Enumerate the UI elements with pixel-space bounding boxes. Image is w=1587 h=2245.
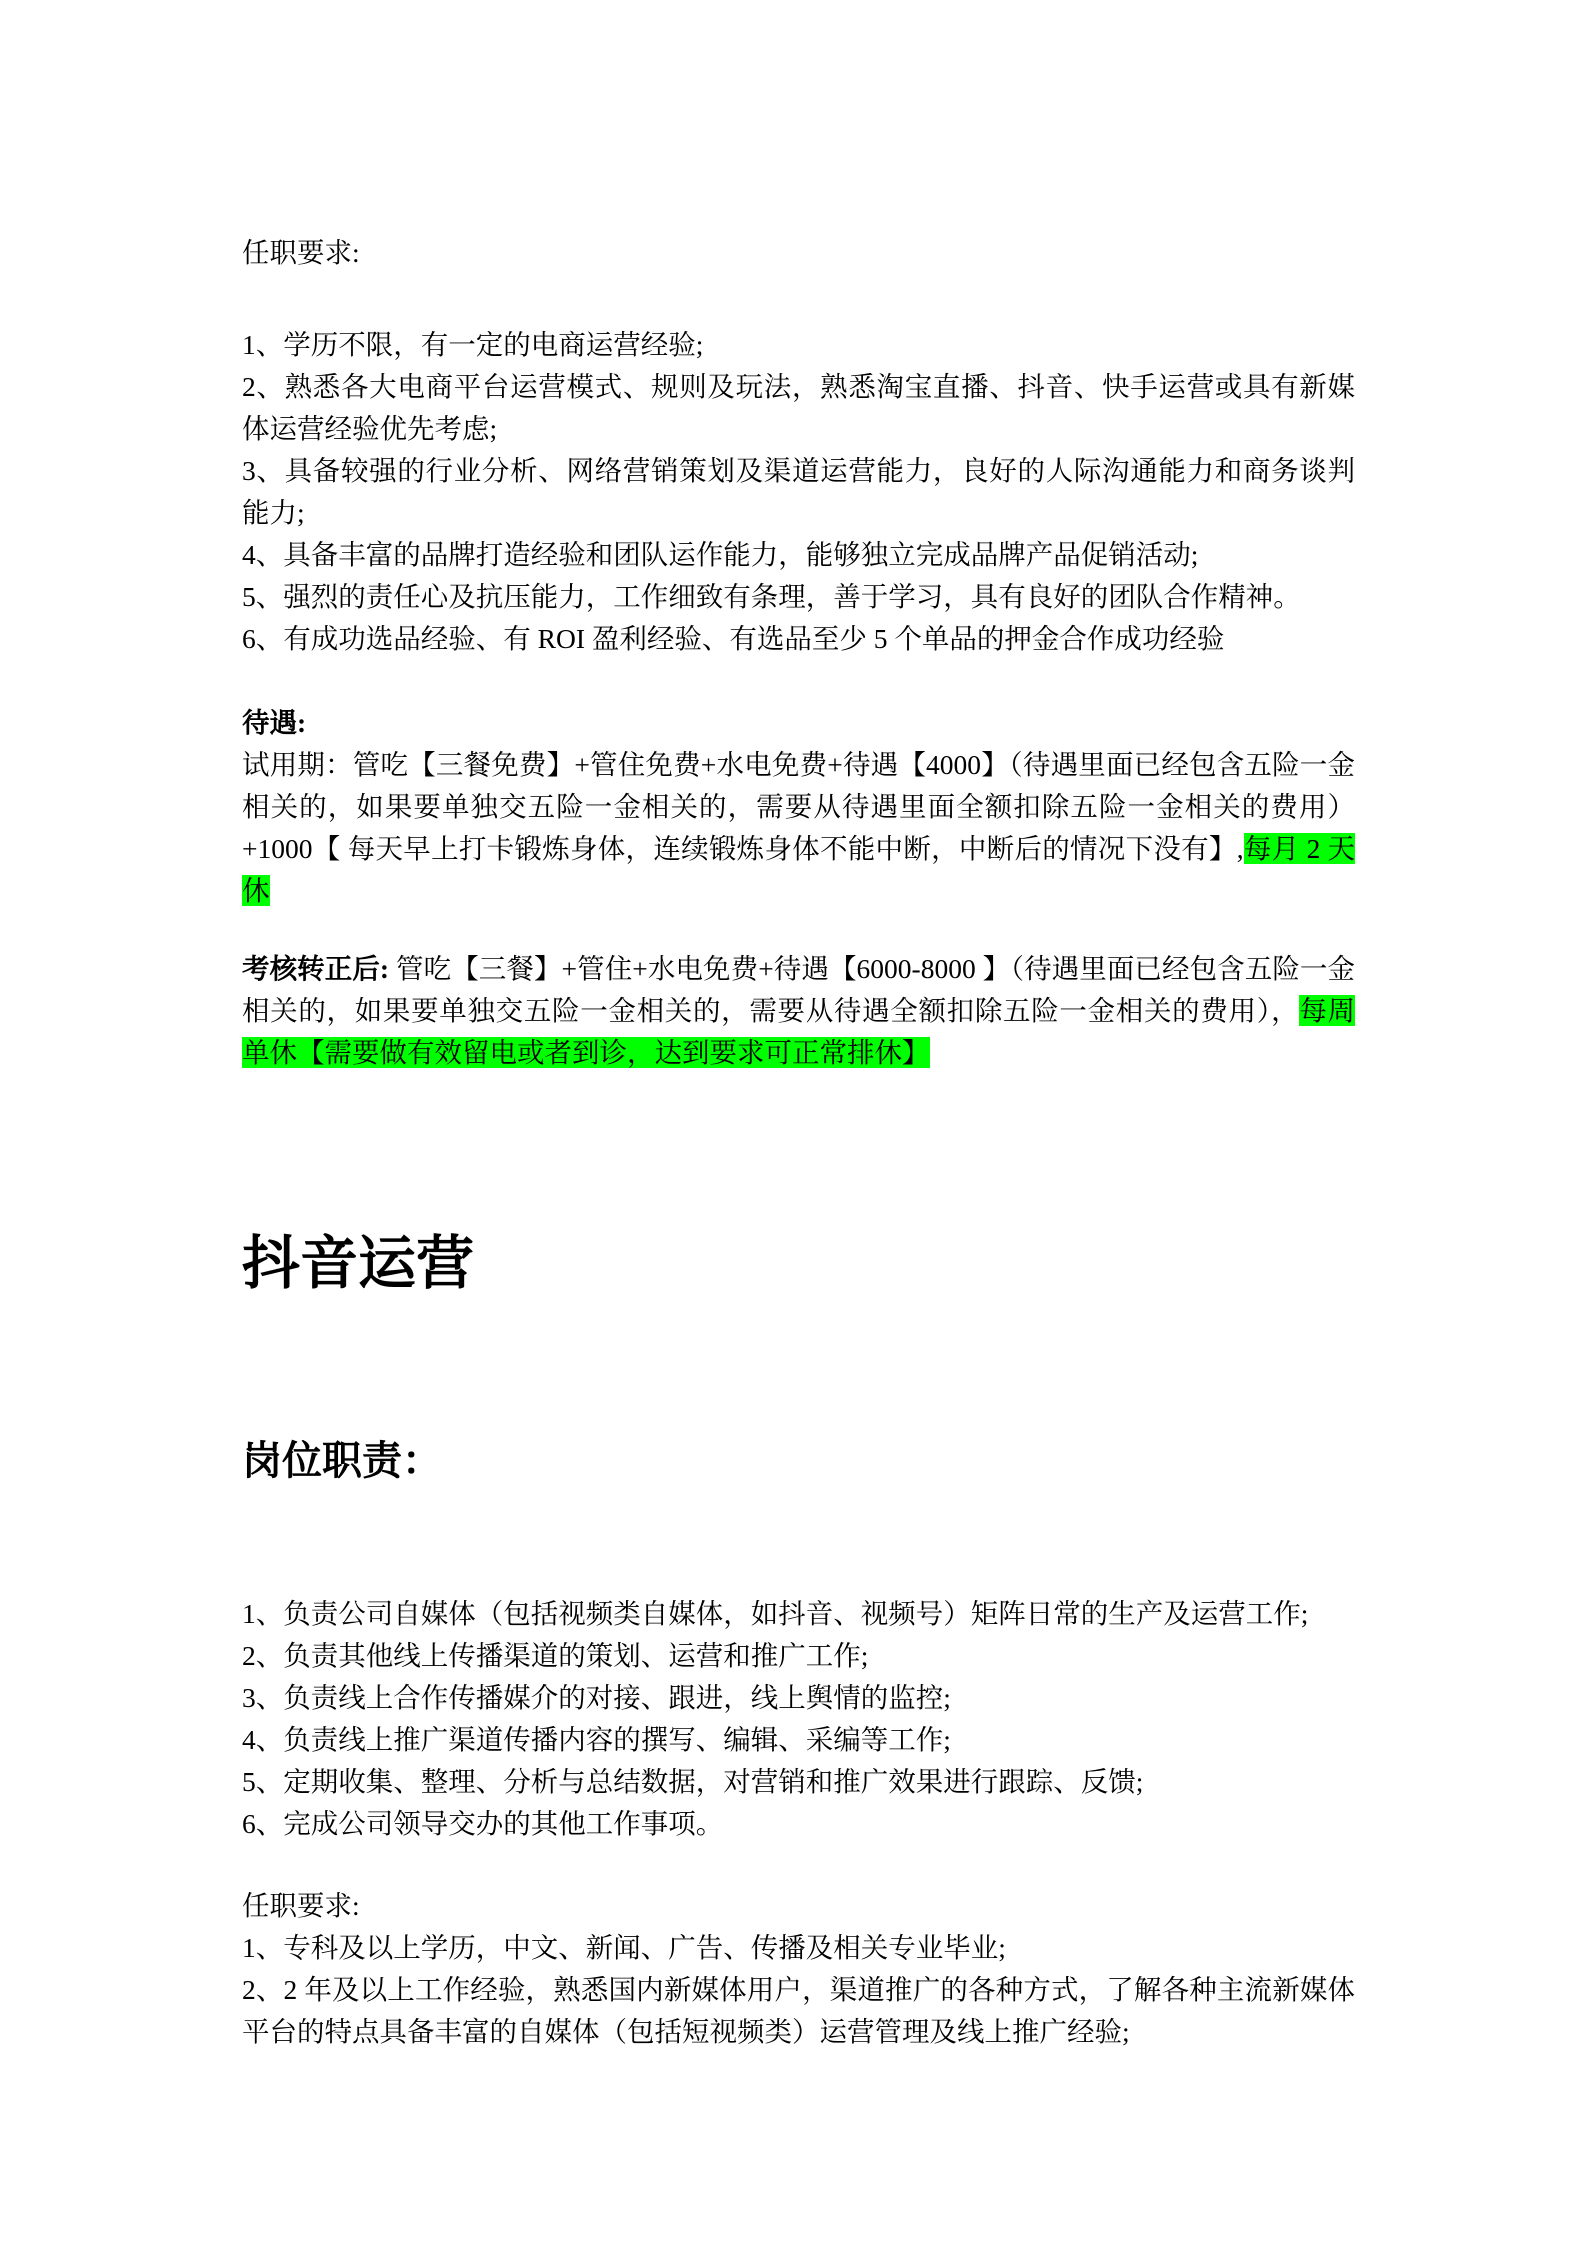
job1-requirement-item: 6、有成功选品经验、有 ROI 盈利经验、有选品至少 5 个单品的押金合作成功经验 (242, 623, 1225, 654)
regular-period-highlight: 每周单休【需要做有效留电或者到诊，达到要求可正常排休】 (242, 995, 1355, 1068)
duty-item: 5、定期收集、整理、分析与总结数据，对营销和推广效果进行跟踪、反馈; (242, 1766, 1144, 1797)
douyin-title: 抖音运营 (242, 1231, 475, 1296)
trial-period-text: 试用期：管吃【三餐免费】+管住免费+水电免费+待遇【4000】（待遇里面已经包含五险一金相关的，如果要单独交五险一金相关的，需要从待遇里面全额扣除五险一金相关的费用）+1000【 每天早上打卡锻炼身体，连续锻炼身体不能中断，中断后的情况下没有】, (242, 749, 1355, 864)
job1-requirement-item: 2、熟悉各大电商平台运营模式、规则及玩法，熟悉淘宝直播、抖音、快手运营或具有新媒体运营经验优先考虑; (242, 371, 1355, 444)
regular-period-text: 管吃【三餐】+管住+水电免费+待遇【6000-8000 】（待遇里面已经包含五险一金相关的，如果要单独交五险一金相关的，需要从待遇全额扣除五险一金相关的费用）， (242, 953, 1355, 1026)
spacer (242, 274, 1355, 324)
compensation-heading: 待遇: (242, 707, 307, 738)
job2-requirement-item: 2、2 年及以上工作经验，熟悉国内新媒体用户，渠道推广的各种方式，了解各种主流新媒体平台的特点具备丰富的自媒体（包括短视频类）运营管理及线上推广经验; (242, 1974, 1355, 2047)
trial-period-highlight: 每月 2 天休 (242, 833, 1355, 906)
regular-period-paragraph (242, 948, 1355, 1074)
compensation-section (242, 702, 1355, 1074)
duties-section (242, 1593, 1355, 1845)
spacer (242, 912, 1355, 948)
job1-requirement-item: 4、具备丰富的品牌打造经验和团队运作能力，能够独立完成品牌产品促销活动; (242, 539, 1199, 570)
duties-heading: 岗位职责： (242, 1438, 442, 1483)
job1-requirements-heading: 任职要求: (242, 237, 360, 268)
duty-item: 2、负责其他线上传播渠道的策划、运营和推广工作; (242, 1640, 869, 1671)
duty-item: 3、负责线上合作传播媒介的对接、跟进，线上舆情的监控; (242, 1682, 951, 1713)
job1-requirements-section (242, 232, 1355, 660)
job1-requirement-item: 5、强烈的责任心及抗压能力，工作细致有条理，善于学习，具有良好的团队合作精神。 (242, 581, 1301, 612)
trial-period-paragraph (242, 744, 1355, 912)
spacer (242, 660, 1355, 702)
job2-requirements-heading: 任职要求: (242, 1890, 360, 1921)
regular-period-label: 考核转正后: (242, 953, 390, 984)
duty-item: 1、负责公司自媒体（包括视频类自媒体，如抖音、视频号）矩阵日常的生产及运营工作; (242, 1598, 1309, 1629)
job2-requirement-item: 1、专科及以上学历，中文、新闻、广告、传播及相关专业毕业; (242, 1932, 1006, 1963)
job1-requirement-item: 1、学历不限，有一定的电商运营经验; (242, 329, 704, 360)
job1-requirement-item: 3、具备较强的行业分析、网络营销策划及渠道运营能力，良好的人际沟通能力和商务谈判能力; (242, 455, 1355, 528)
duty-item: 4、负责线上推广渠道传播内容的撰写、编辑、采编等工作; (242, 1724, 951, 1755)
job2-requirements-section (242, 1885, 1355, 2053)
duty-item: 6、完成公司领导交办的其他工作事项。 (242, 1808, 724, 1839)
